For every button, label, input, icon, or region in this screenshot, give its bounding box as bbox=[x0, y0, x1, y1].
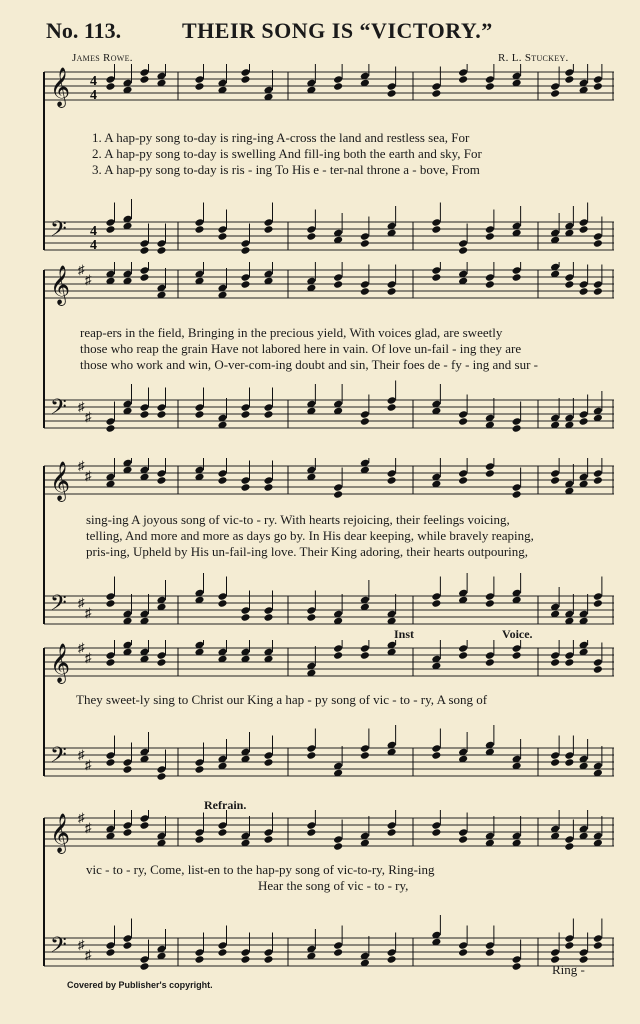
lyric-line: reap-ers in the field, Bringing in the precious yield, With voices glad, are sweetly bbox=[80, 325, 503, 340]
treble-clef-icon: 𝄞 bbox=[50, 643, 71, 683]
bass-clef-icon: 𝄢 bbox=[50, 217, 67, 247]
time-signature: 4 bbox=[90, 238, 97, 253]
sharp-icon: ♯ bbox=[78, 747, 85, 762]
copyright-note: Covered by Publisher's copyright. bbox=[67, 980, 213, 990]
staff-svg bbox=[38, 640, 616, 785]
treble-staff bbox=[44, 810, 614, 854]
lyric-line: 1. A hap-py song to-day is ring-ing A-cross the land and restless sea, For bbox=[92, 130, 470, 145]
treble-clef-icon: 𝄞 bbox=[50, 813, 71, 853]
lyric-line: vic - to - ry, Come, list-en to the hap-py song of vic-to-ry, Ring-ing bbox=[86, 862, 435, 877]
lyric-line: 3. A hap-py song to-day is ris - ing To His e - ter-nal throne a - bove, From bbox=[92, 162, 480, 177]
lyric-line: They sweet-ly sing to Christ our King a hap - py song of vic - to - ry, A song of bbox=[76, 692, 488, 707]
lyric-line: those who work and win, O-ver-com-ing doubt and sin, Their foes de - fy - ing and sur - bbox=[80, 357, 539, 372]
sharp-icon: ♯ bbox=[85, 650, 92, 665]
inst-label: Inst bbox=[394, 627, 415, 641]
treble-staff bbox=[44, 640, 614, 684]
bass-clef-icon: 𝄢 bbox=[50, 933, 67, 963]
lyric-line: those who reap the grain Have not labored here in vain. Of love un-fail - ing they are bbox=[80, 341, 522, 356]
bass-clef-icon: 𝄢 bbox=[50, 395, 67, 425]
sharp-icon: ♯ bbox=[78, 595, 85, 610]
bass-staff bbox=[44, 381, 614, 433]
lyric-line: sing-ing A joyous song of vic-to - ry. With hearts rejoicing, their feelings voicing, bbox=[86, 512, 510, 527]
sharp-icon: ♯ bbox=[85, 272, 92, 287]
lyric-line: telling, And more and more as days go by. In His dear keeping, while bravely reaping, bbox=[86, 528, 534, 543]
treble-clef-icon: 𝄞 bbox=[50, 461, 71, 501]
bass-staff bbox=[44, 725, 614, 781]
bass-clef-icon: 𝄢 bbox=[50, 743, 67, 773]
lyric-line: Hear the song of vic - to - ry, bbox=[258, 878, 409, 893]
composer-credit: R. L. Stuckey. bbox=[498, 52, 569, 64]
treble-staff bbox=[44, 262, 614, 306]
sharp-icon: ♯ bbox=[85, 820, 92, 835]
sharp-icon: ♯ bbox=[85, 468, 92, 483]
hymn-title: THEIR SONG IS “VICTORY.” bbox=[182, 18, 493, 43]
sharp-icon: ♯ bbox=[78, 640, 85, 655]
refrain-label: Refrain. bbox=[204, 798, 247, 812]
bass-staff bbox=[44, 199, 614, 255]
bass-clef-icon: 𝄢 bbox=[50, 591, 67, 621]
sharp-icon: ♯ bbox=[85, 605, 92, 620]
treble-staff bbox=[44, 458, 614, 502]
voice-label: Voice. bbox=[502, 627, 533, 641]
lyric-line: pris-ing, Upheld by His un-fail-ing love. Their King adoring, their hearts outpouring, bbox=[86, 544, 529, 559]
time-signature: 4 bbox=[90, 88, 97, 103]
sharp-icon: ♯ bbox=[78, 810, 85, 825]
lyricist-credit: James Rowe. bbox=[72, 52, 133, 64]
sharp-icon: ♯ bbox=[78, 399, 85, 414]
sharp-icon: ♯ bbox=[78, 458, 85, 473]
sharp-icon: ♯ bbox=[78, 937, 85, 952]
time-signature: 4 bbox=[90, 224, 97, 239]
sharp-icon: ♯ bbox=[78, 262, 85, 277]
treble-clef-icon: 𝄞 bbox=[50, 67, 71, 107]
treble-clef-icon: 𝄞 bbox=[50, 265, 71, 305]
sharp-icon: ♯ bbox=[85, 409, 92, 424]
bass-staff bbox=[44, 915, 614, 971]
sharp-icon: ♯ bbox=[85, 947, 92, 962]
lyric-line: 2. A hap-py song to-day is swelling And fill-ing both the earth and sky, For bbox=[92, 146, 482, 161]
time-signature: 4 bbox=[90, 74, 97, 89]
sharp-icon: ♯ bbox=[85, 757, 92, 772]
hymn-number: No. 113. bbox=[46, 18, 122, 43]
bass-staff bbox=[44, 573, 614, 625]
treble-staff bbox=[44, 64, 614, 108]
music-system-4 bbox=[38, 640, 616, 790]
continuation-cue: Ring - bbox=[552, 962, 585, 977]
